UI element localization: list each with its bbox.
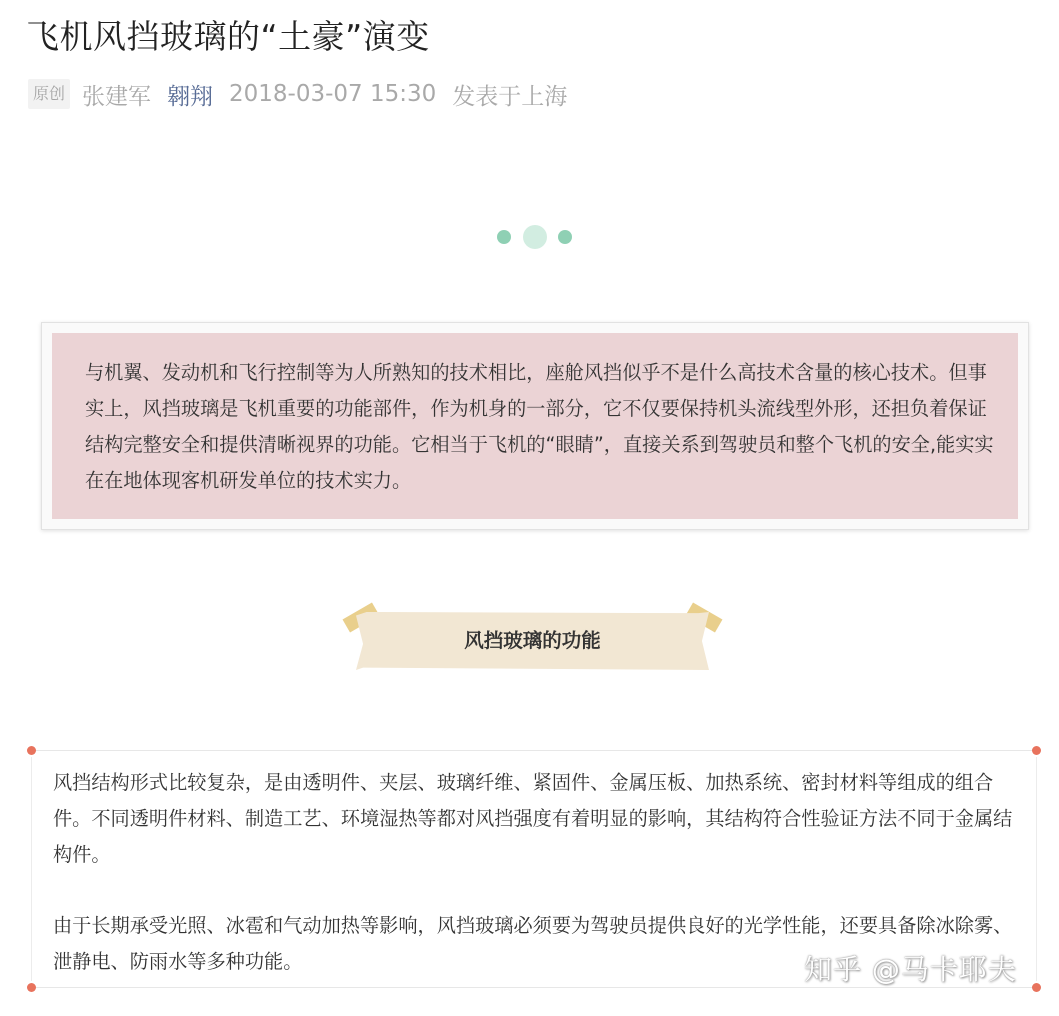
content-paragraph: 由于长期承受光照、冰雹和气动加热等影响，风挡玻璃必须要为驾驶员提供良好的光学性能，还要具备除冰除雾、泄静电、防雨水等多种功能。 (53, 914, 1013, 973)
loading-dots-icon (495, 222, 575, 252)
loader-dot (558, 230, 572, 244)
author-name: 张建军 (82, 83, 152, 110)
account-name-link[interactable]: 翱翔 (167, 83, 214, 110)
intro-card (41, 322, 1029, 530)
publish-location: 发表于上海 (452, 83, 568, 110)
corner-dot (1032, 746, 1041, 755)
zhihu-watermark: 知乎 @马卡耶夫 (804, 953, 1017, 986)
article-title: 飞机风挡玻璃的“土豪”演变 (26, 17, 430, 56)
loader-dot (523, 225, 547, 249)
box-border-right (1036, 757, 1037, 981)
intro-card-inner (52, 333, 1018, 519)
corner-dot (27, 746, 36, 755)
section-heading-text: 风挡玻璃的功能 (464, 629, 601, 652)
box-border-left (31, 757, 32, 981)
content-paragraph: 风挡结构形式比较复杂，是由透明件、夹层、玻璃纤维、紧固件、金属压板、加热系统、密封材料等组成的组合件。不同透明件材料、制造工艺、环境湿热等都对风挡强度有着明显的影响，其结构符合性验证方法不同于金属结构件。 (53, 771, 1013, 866)
intro-text: 与机翼、发动机和飞行控制等为人所熟知的技术相比，座舱风挡似乎不是什么高技术含量的核心技术。但事实上，风挡玻璃是飞机重要的功能部件，作为机身的一部分，它不仅要保持机头流线型外形，还担负着保证结构完整安全和提供清晰视界的功能。它相当于飞机的“眼睛”，直接关系到驾驶员和整个飞机的安全,能实实在在地体现客机研发单位的技术实力。 (85, 361, 994, 492)
article-meta (28, 76, 567, 112)
loader-dot (497, 230, 511, 244)
publish-datetime: 2018-03-07 15:30 (229, 81, 437, 107)
corner-dot (1032, 983, 1041, 992)
section-heading (340, 600, 725, 678)
corner-dot (27, 983, 36, 992)
original-badge: 原创 (28, 79, 70, 109)
